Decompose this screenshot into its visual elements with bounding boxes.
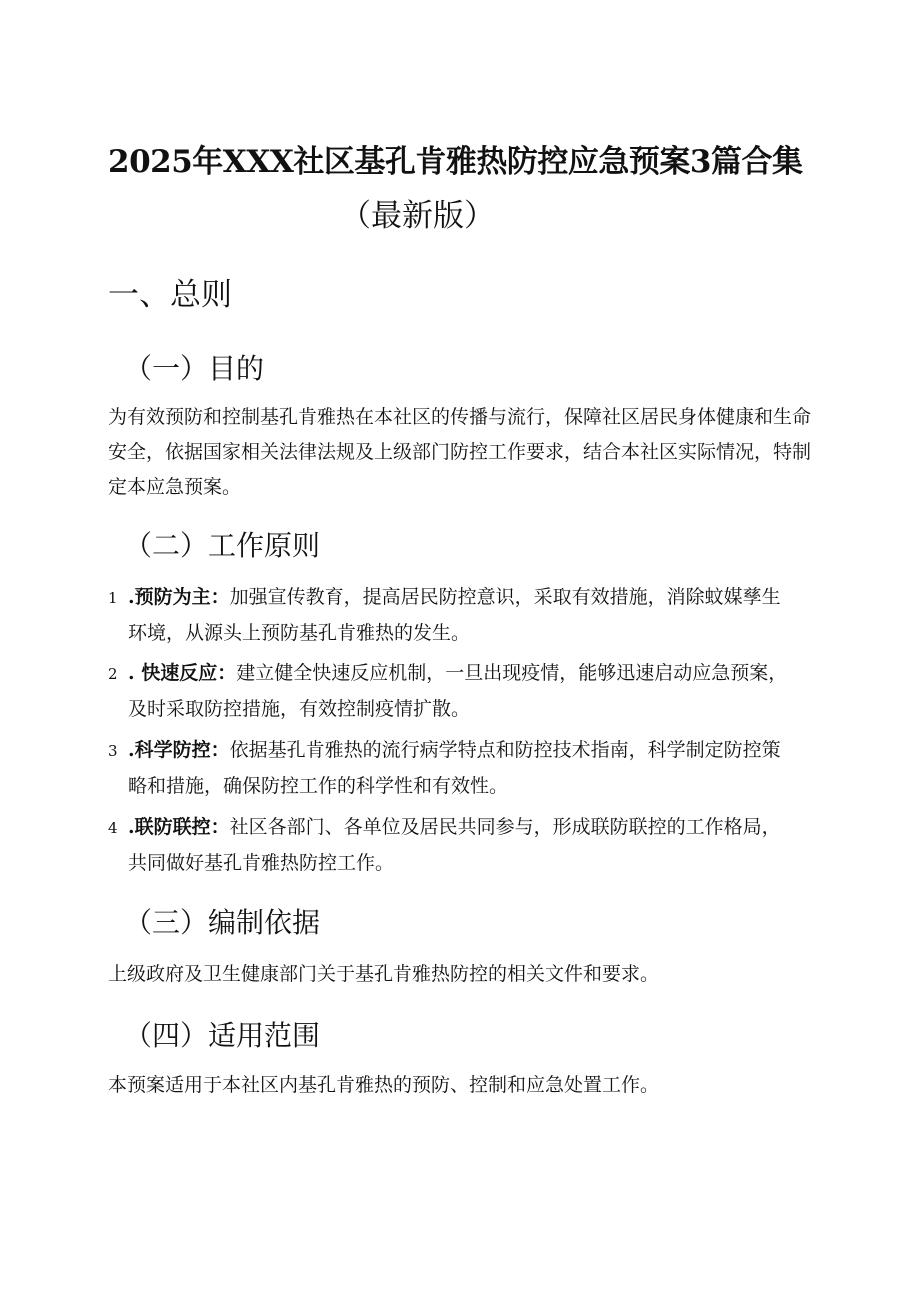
principle-item-3-text1: 依据基孔肯雅热的流行病学特点和防控技术指南，科学制定防控策 xyxy=(229,739,781,761)
principle-item-1 xyxy=(108,580,820,651)
principle-item-1-text2: 环境，从源头上预防基孔肯雅热的发生。 xyxy=(128,622,471,644)
principle-item-2 xyxy=(108,656,820,727)
section-heading-general: 一、总则 xyxy=(108,277,232,313)
scope-paragraph: 本预案适用于本社区内基孔肯雅热的预防、控制和应急处置工作。 xyxy=(108,1074,660,1096)
principle-item-2-line1 xyxy=(108,656,820,692)
subsection-heading-scope: （四）适用范围 xyxy=(124,1019,321,1052)
subsection-heading-purpose: （一）目的 xyxy=(124,352,265,385)
principle-item-4-text2: 共同做好基孔肯雅热防控工作。 xyxy=(128,852,395,874)
basis-paragraph: 上级政府及卫生健康部门关于基孔肯雅热防控的相关文件和要求。 xyxy=(108,963,660,985)
document-subtitle: （最新版） xyxy=(340,198,495,234)
subsection-heading-basis: （三）编制依据 xyxy=(124,906,321,939)
principle-item-4-number: 4 xyxy=(108,819,118,837)
principle-item-3-line1 xyxy=(108,733,820,769)
principle-item-2-number: 2 xyxy=(108,665,118,683)
principle-item-4-text1: 社区各部门、各单位及居民共同参与，形成联防联控的工作格局， xyxy=(229,816,781,838)
principle-item-1-number: 1 xyxy=(108,589,118,607)
principle-item-4-line1 xyxy=(108,810,820,846)
principle-item-2-text2: 及时采取防控措施，有效控制疫情扩散。 xyxy=(128,698,471,720)
purpose-paragraph: 为有效预防和控制基孔肯雅热在本社区的传播与流行，保障社区居民身体健康和生命安全，依据国家相关法律法规及上级部门防控工作要求，结合本社区实际情况，特制定本应急预案。 xyxy=(108,406,812,498)
principle-item-4-key: .联防联控： xyxy=(128,816,230,838)
document-title: 2025年XXX社区基孔肯雅热防控应急预案3篇合集 xyxy=(108,144,803,180)
principle-item-2-key: . 快速反应： xyxy=(128,662,237,684)
subsection-heading-principles: （二）工作原则 xyxy=(124,529,321,562)
principle-item-3-key: .科学防控： xyxy=(128,739,230,761)
principle-item-1-text1: 加强宣传教育，提高居民防控意识，采取有效措施，消除蚊媒孳生 xyxy=(229,586,781,608)
principle-item-4 xyxy=(108,810,820,881)
principle-item-3-text2: 略和措施，确保防控工作的科学性和有效性。 xyxy=(128,775,509,797)
principle-item-3 xyxy=(108,733,820,804)
principle-item-1-line1 xyxy=(108,580,820,616)
principle-item-1-key: .预防为主： xyxy=(128,586,230,608)
principle-item-2-text1: 建立健全快速反应机制，一旦出现疫情，能够迅速启动应急预案， xyxy=(236,662,788,684)
principle-item-3-number: 3 xyxy=(108,742,118,760)
